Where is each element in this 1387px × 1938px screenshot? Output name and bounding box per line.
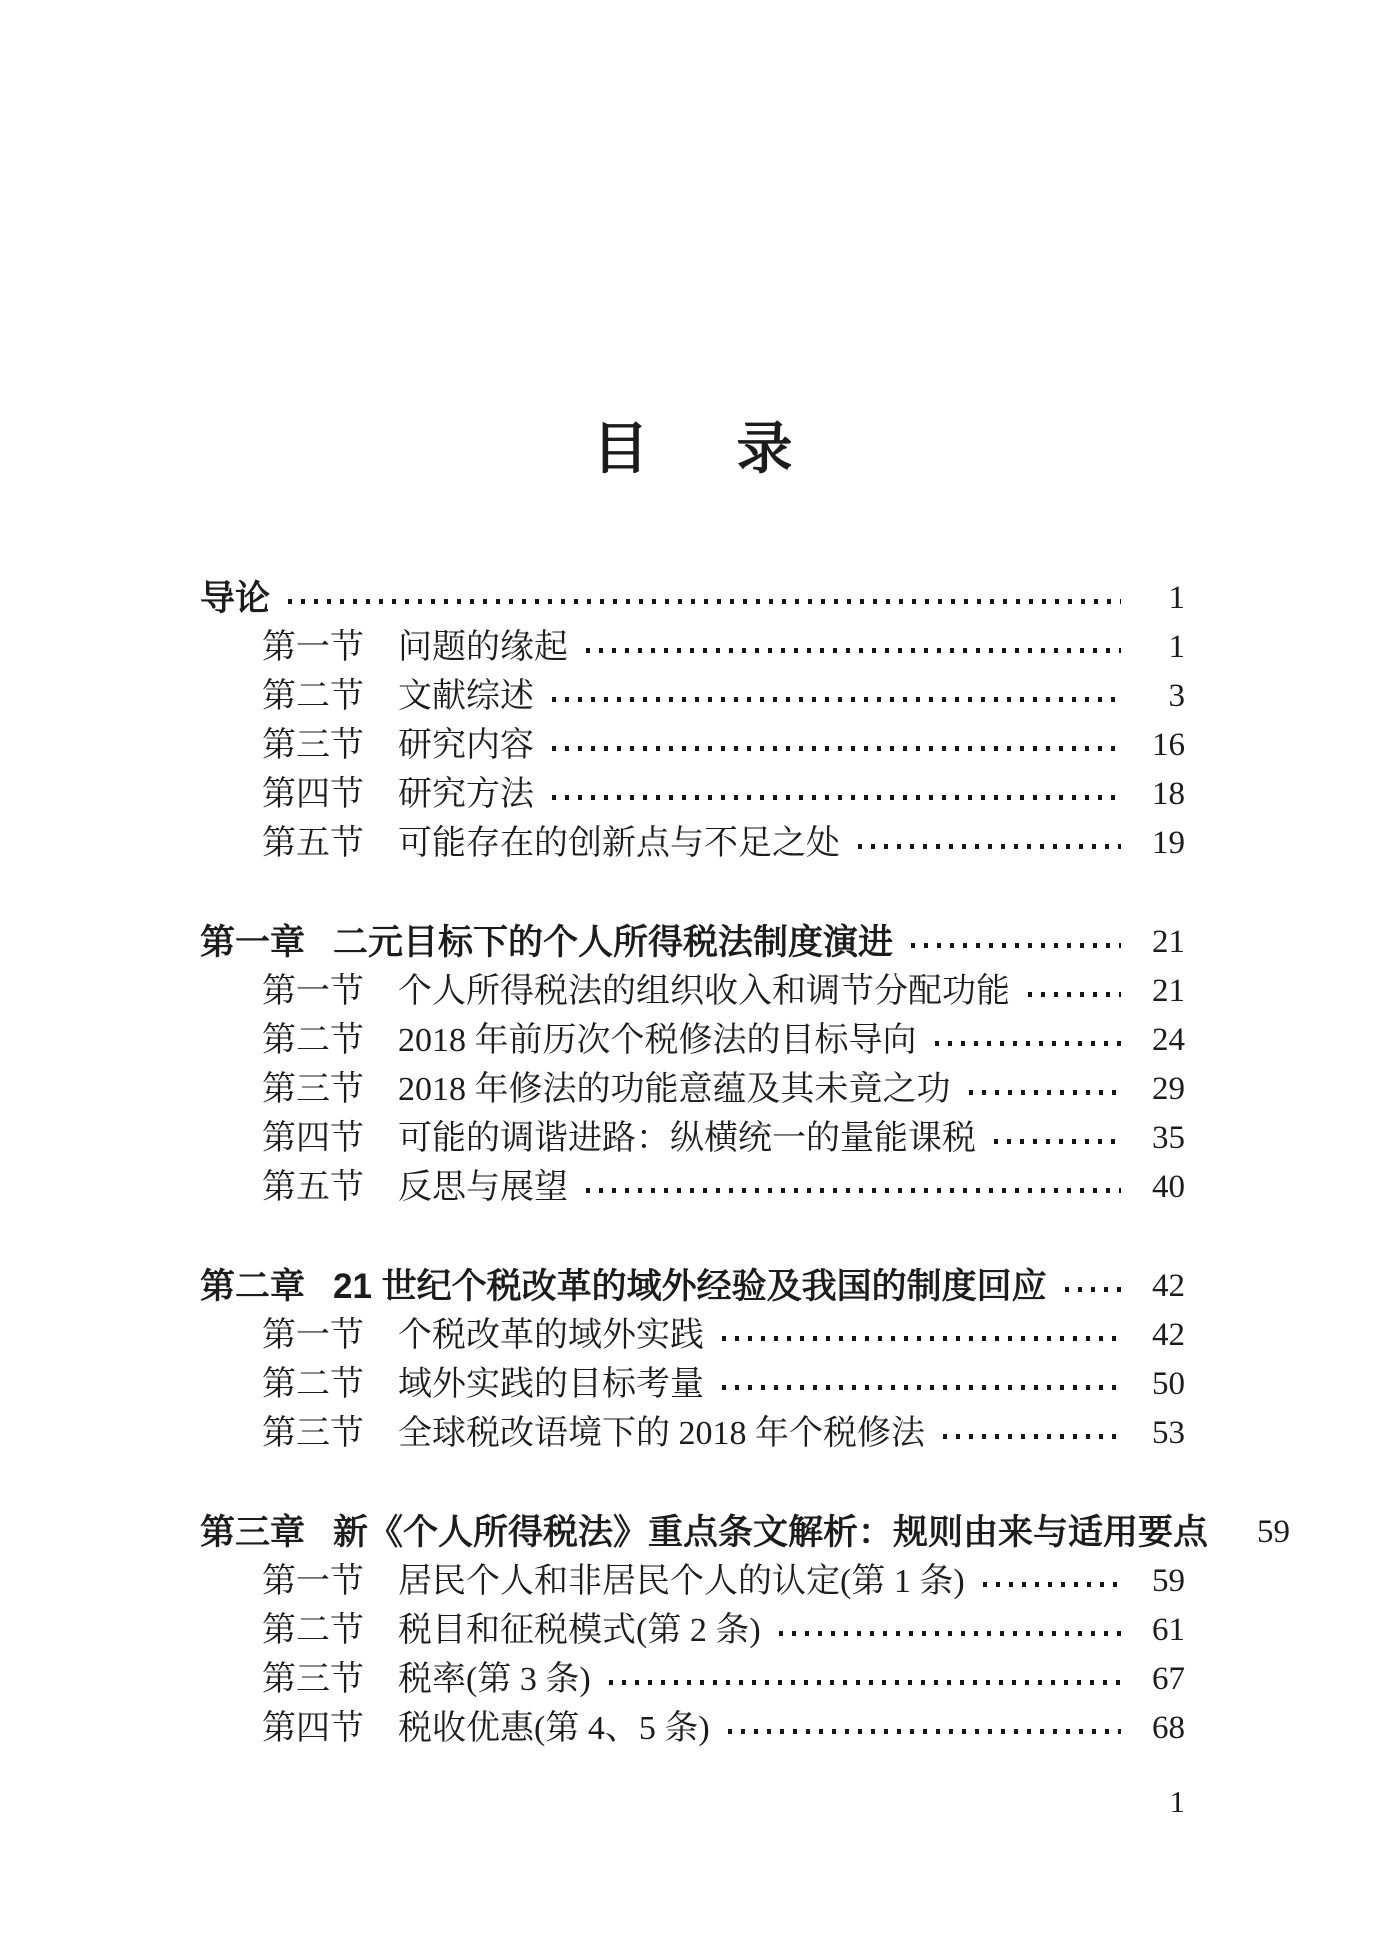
toc-entry-label: 第二节 <box>262 1366 364 1403</box>
toc-entry-page: 67 <box>1152 1661 1185 1697</box>
dot-leader <box>586 648 1121 653</box>
dot-leader <box>552 746 1121 751</box>
toc-entry-title: 全球税改语境下的 2018 年个税修法 <box>398 1415 925 1452</box>
toc-entry-page: 59 <box>1152 1563 1185 1599</box>
folio-page-number: 1 <box>1169 1784 1185 1819</box>
toc-entry-page: 16 <box>1152 727 1185 763</box>
toc-entry-label: 第二章 <box>200 1267 306 1306</box>
toc-entry-label: 第一节 <box>262 629 364 666</box>
toc-entry-label: 第四节 <box>262 1120 364 1157</box>
dot-leader <box>983 1582 1121 1587</box>
dot-leader <box>728 1729 1121 1734</box>
toc-entry-chapter <box>200 1508 1291 1557</box>
dot-leader <box>1028 992 1121 997</box>
toc-entry-label: 第二节 <box>262 1022 364 1059</box>
toc-entry-title: 21 世纪个税改革的域外经验及我国的制度回应 <box>333 1267 1047 1306</box>
toc-entry-title: 居民个人和非居民个人的认定(第 1 条) <box>398 1563 965 1600</box>
toc-entry-section <box>200 967 1185 1016</box>
toc-entry-page: 53 <box>1152 1415 1185 1451</box>
toc-entry-title: 税目和征税模式(第 2 条) <box>398 1612 761 1649</box>
toc-entry-page: 61 <box>1152 1612 1185 1648</box>
toc-entry-section <box>200 721 1185 770</box>
toc-entry-page: 29 <box>1152 1071 1185 1107</box>
toc-entry-section <box>200 1557 1185 1606</box>
dot-leader <box>858 844 1121 849</box>
toc-entry-title: 反思与展望 <box>398 1169 568 1206</box>
page-title <box>200 0 1185 481</box>
page-title-char-right: 录 <box>736 419 793 481</box>
toc-entry-title: 新《个人所得税法》重点条文解析：规则由来与适用要点 <box>333 1513 1209 1552</box>
toc-entry-label: 第三节 <box>262 727 364 764</box>
toc-entry-page: 3 <box>1168 678 1185 714</box>
toc-entry-title: 税率(第 3 条) <box>398 1661 591 1698</box>
toc-entry-title: 2018 年前历次个税修法的目标导向 <box>398 1022 917 1059</box>
page-title-char-left: 目 <box>592 419 649 481</box>
toc-entry-section <box>200 1311 1185 1360</box>
toc-entry-title: 个人所得税法的组织收入和调节分配功能 <box>398 973 1010 1010</box>
toc-entry-title: 文献综述 <box>398 678 534 715</box>
toc-entry-label: 第一节 <box>262 973 364 1010</box>
toc-entry-label: 第四节 <box>262 1710 364 1747</box>
toc-entry-page: 19 <box>1152 825 1185 861</box>
toc-entry-label: 第五节 <box>262 825 364 862</box>
toc-entry-page: 1 <box>1168 629 1185 665</box>
toc-entry-section <box>200 623 1185 672</box>
toc-entry-section <box>200 770 1185 819</box>
toc-entry-section <box>200 1016 1185 1065</box>
toc-entry-section <box>200 1065 1185 1114</box>
dot-leader <box>935 1041 1122 1046</box>
toc-entry-page: 1 <box>1168 580 1185 616</box>
toc-entry-page: 59 <box>1257 1514 1291 1550</box>
toc-entry-label: 第一章 <box>200 923 306 962</box>
toc-entry-label: 第三节 <box>262 1071 364 1108</box>
toc-entry-title: 研究方法 <box>398 776 534 813</box>
toc-entry-page: 68 <box>1152 1710 1185 1746</box>
toc-entry-section <box>200 672 1185 721</box>
dot-leader <box>722 1336 1121 1341</box>
dot-leader <box>911 943 1121 948</box>
toc-entry-label: 第三节 <box>262 1661 364 1698</box>
toc-entry-title: 研究内容 <box>398 727 534 764</box>
dot-leader <box>609 1680 1121 1685</box>
dot-leader <box>969 1090 1122 1095</box>
toc-entry-title: 可能存在的创新点与不足之处 <box>398 825 840 862</box>
toc-entry-label: 第二节 <box>262 1612 364 1649</box>
dot-leader <box>552 795 1121 800</box>
toc-entry-page: 40 <box>1152 1169 1185 1205</box>
toc-entry-section <box>200 1655 1185 1704</box>
toc-entry-title: 域外实践的目标考量 <box>398 1366 704 1403</box>
toc-list <box>200 574 1291 1753</box>
toc-entry-page: 21 <box>1152 973 1185 1009</box>
toc-entry-label: 第一节 <box>262 1317 364 1354</box>
toc-entry-page: 42 <box>1152 1268 1185 1304</box>
toc-entry-title: 可能的调谐进路：纵横统一的量能课税 <box>398 1120 976 1157</box>
toc-entry-label: 导论 <box>200 579 271 618</box>
toc-entry-page: 24 <box>1152 1022 1185 1058</box>
toc-entry-title: 二元目标下的个人所得税法制度演进 <box>333 923 894 962</box>
dot-leader <box>586 1188 1121 1193</box>
dot-leader <box>943 1434 1121 1439</box>
toc-entry-chapter <box>200 574 1185 623</box>
toc-entry-section <box>200 1409 1185 1458</box>
toc-entry-page: 50 <box>1152 1366 1185 1402</box>
dot-leader <box>552 697 1121 702</box>
toc-entry-title: 2018 年修法的功能意蕴及其未竟之功 <box>398 1071 951 1108</box>
toc-entry-chapter <box>200 1262 1185 1311</box>
toc-entry-label: 第四节 <box>262 776 364 813</box>
dot-leader <box>1065 1287 1121 1292</box>
toc-entry-page: 18 <box>1152 776 1185 812</box>
toc-entry-label: 第一节 <box>262 1563 364 1600</box>
toc-entry-page: 35 <box>1152 1120 1185 1156</box>
toc-entry-label: 第三章 <box>200 1513 306 1552</box>
toc-entry-section <box>200 1606 1185 1655</box>
toc-entry-title: 税收优惠(第 4、5 条) <box>398 1710 710 1747</box>
dot-leader <box>779 1631 1121 1636</box>
dot-leader <box>288 599 1121 604</box>
toc-entry-page: 42 <box>1152 1317 1185 1353</box>
toc-entry-label: 第五节 <box>262 1169 364 1206</box>
toc-entry-section <box>200 1704 1185 1753</box>
toc-entry-label: 第三节 <box>262 1415 364 1452</box>
toc-entry-title: 个税改革的域外实践 <box>398 1317 704 1354</box>
toc-entry-section <box>200 1163 1185 1212</box>
dot-leader <box>994 1139 1121 1144</box>
toc-entry-title: 问题的缘起 <box>398 629 568 666</box>
toc-entry-chapter <box>200 918 1185 967</box>
toc-entry-section <box>200 1114 1185 1163</box>
toc-entry-page: 21 <box>1152 924 1185 960</box>
toc-entry-section <box>200 819 1185 868</box>
toc-entry-section <box>200 1360 1185 1409</box>
dot-leader <box>722 1385 1121 1390</box>
toc-entry-label: 第二节 <box>262 678 364 715</box>
